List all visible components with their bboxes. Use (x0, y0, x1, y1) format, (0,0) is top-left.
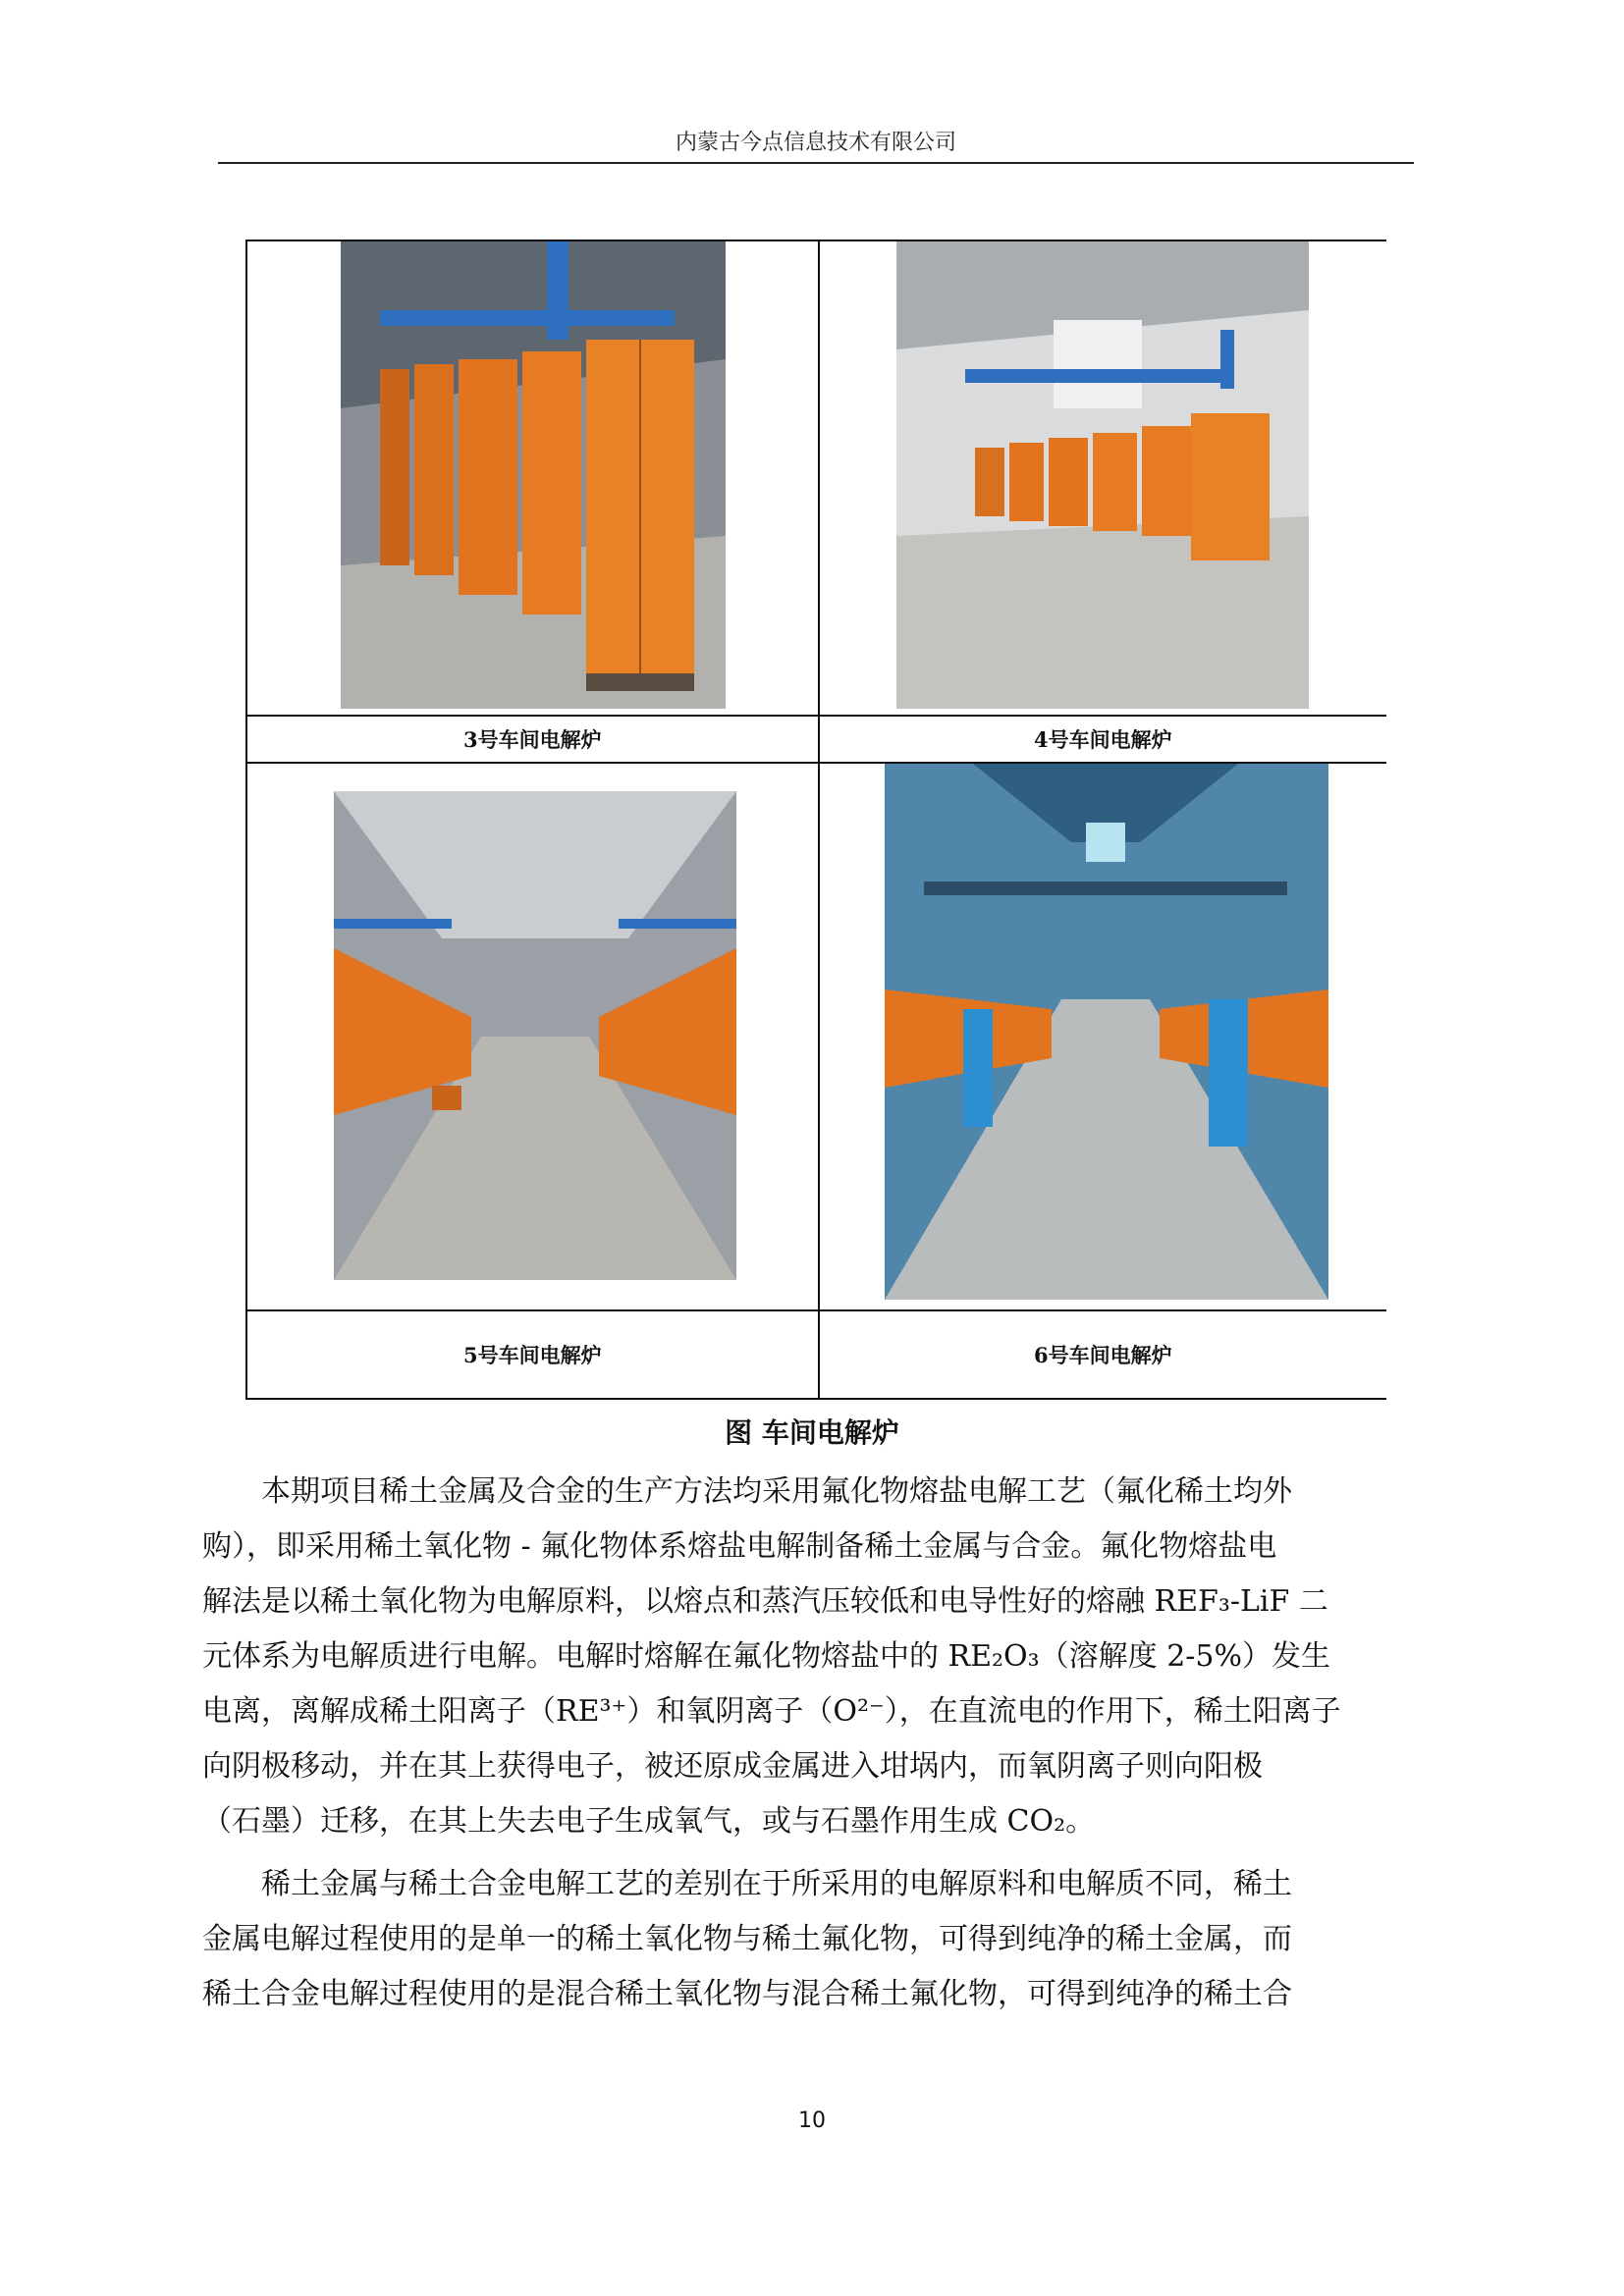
figure-label-5: 5号车间电解炉 (246, 1310, 819, 1399)
paragraph-1-line: 向阴极移动，并在其上获得电子，被还原成金属进入坩埚内，而氧阴离子则向阳极 (202, 1749, 1263, 1784)
figure-cell-3 (246, 240, 819, 716)
paragraph-1 (202, 1465, 1430, 1849)
figure-label-3: 3号车间电解炉 (246, 716, 819, 763)
paragraph-1-line: 本期项目稀土金属及合金的生产方法均采用氟化物熔盐电解工艺（氟化稀土均外 (202, 1474, 1292, 1509)
figure-label-6: 6号车间电解炉 (819, 1310, 1386, 1399)
figure-cell-6 (819, 763, 1386, 1310)
paragraph-2-line: 金属电解过程使用的是单一的稀土氧化物与稀土氟化物，可得到纯净的稀土金属，而 (202, 1922, 1292, 1956)
paragraph-1-line: （石墨）迁移，在其上失去电子生成氧气，或与石墨作用生成 CO₂。 (202, 1804, 1096, 1839)
figure-cell-4 (819, 240, 1386, 716)
paragraph-1-line: 元体系为电解质进行电解。电解时熔解在氟化物熔盐中的 RE₂O₃（溶解度 2-5%）发生 (202, 1639, 1331, 1674)
header-rule (218, 162, 1414, 164)
page-number: 10 (798, 2109, 826, 2133)
paragraph-2-line: 稀土合金电解过程使用的是混合稀土氧化物与混合稀土氟化物，可得到纯净的稀土合 (202, 1977, 1292, 2011)
page-header: 内蒙古今点信息技术有限公司 (675, 131, 956, 155)
paragraph-1-line: 解法是以稀土氧化物为电解原料，以熔点和蒸汽压较低和电导性好的熔融 REF₃-LiF 二 (202, 1584, 1328, 1619)
figure-caption: 图 车间电解炉 (725, 1416, 899, 1449)
figure-label-4: 4号车间电解炉 (819, 716, 1386, 763)
photo-workshop-3 (341, 241, 726, 709)
photo-workshop-6 (885, 764, 1328, 1300)
paragraph-1-line: 电离，离解成稀土阳离子（RE³⁺）和氧阴离子（O²⁻），在直流电的作用下，稀土阳离子 (202, 1694, 1341, 1729)
paragraph-1-line: 购），即采用稀土氧化物 - 氟化物体系熔盐电解制备稀土金属与合金。氟化物熔盐电 (202, 1529, 1277, 1564)
figure-table (245, 240, 1386, 1400)
figure-cell-5 (246, 763, 819, 1310)
paragraph-2-line: 稀土金属与稀土合金电解工艺的差别在于所采用的电解原料和电解质不同，稀土 (202, 1867, 1292, 1901)
paragraph-2 (202, 1857, 1430, 2022)
photo-workshop-4 (896, 241, 1309, 709)
photo-workshop-5 (334, 791, 736, 1280)
